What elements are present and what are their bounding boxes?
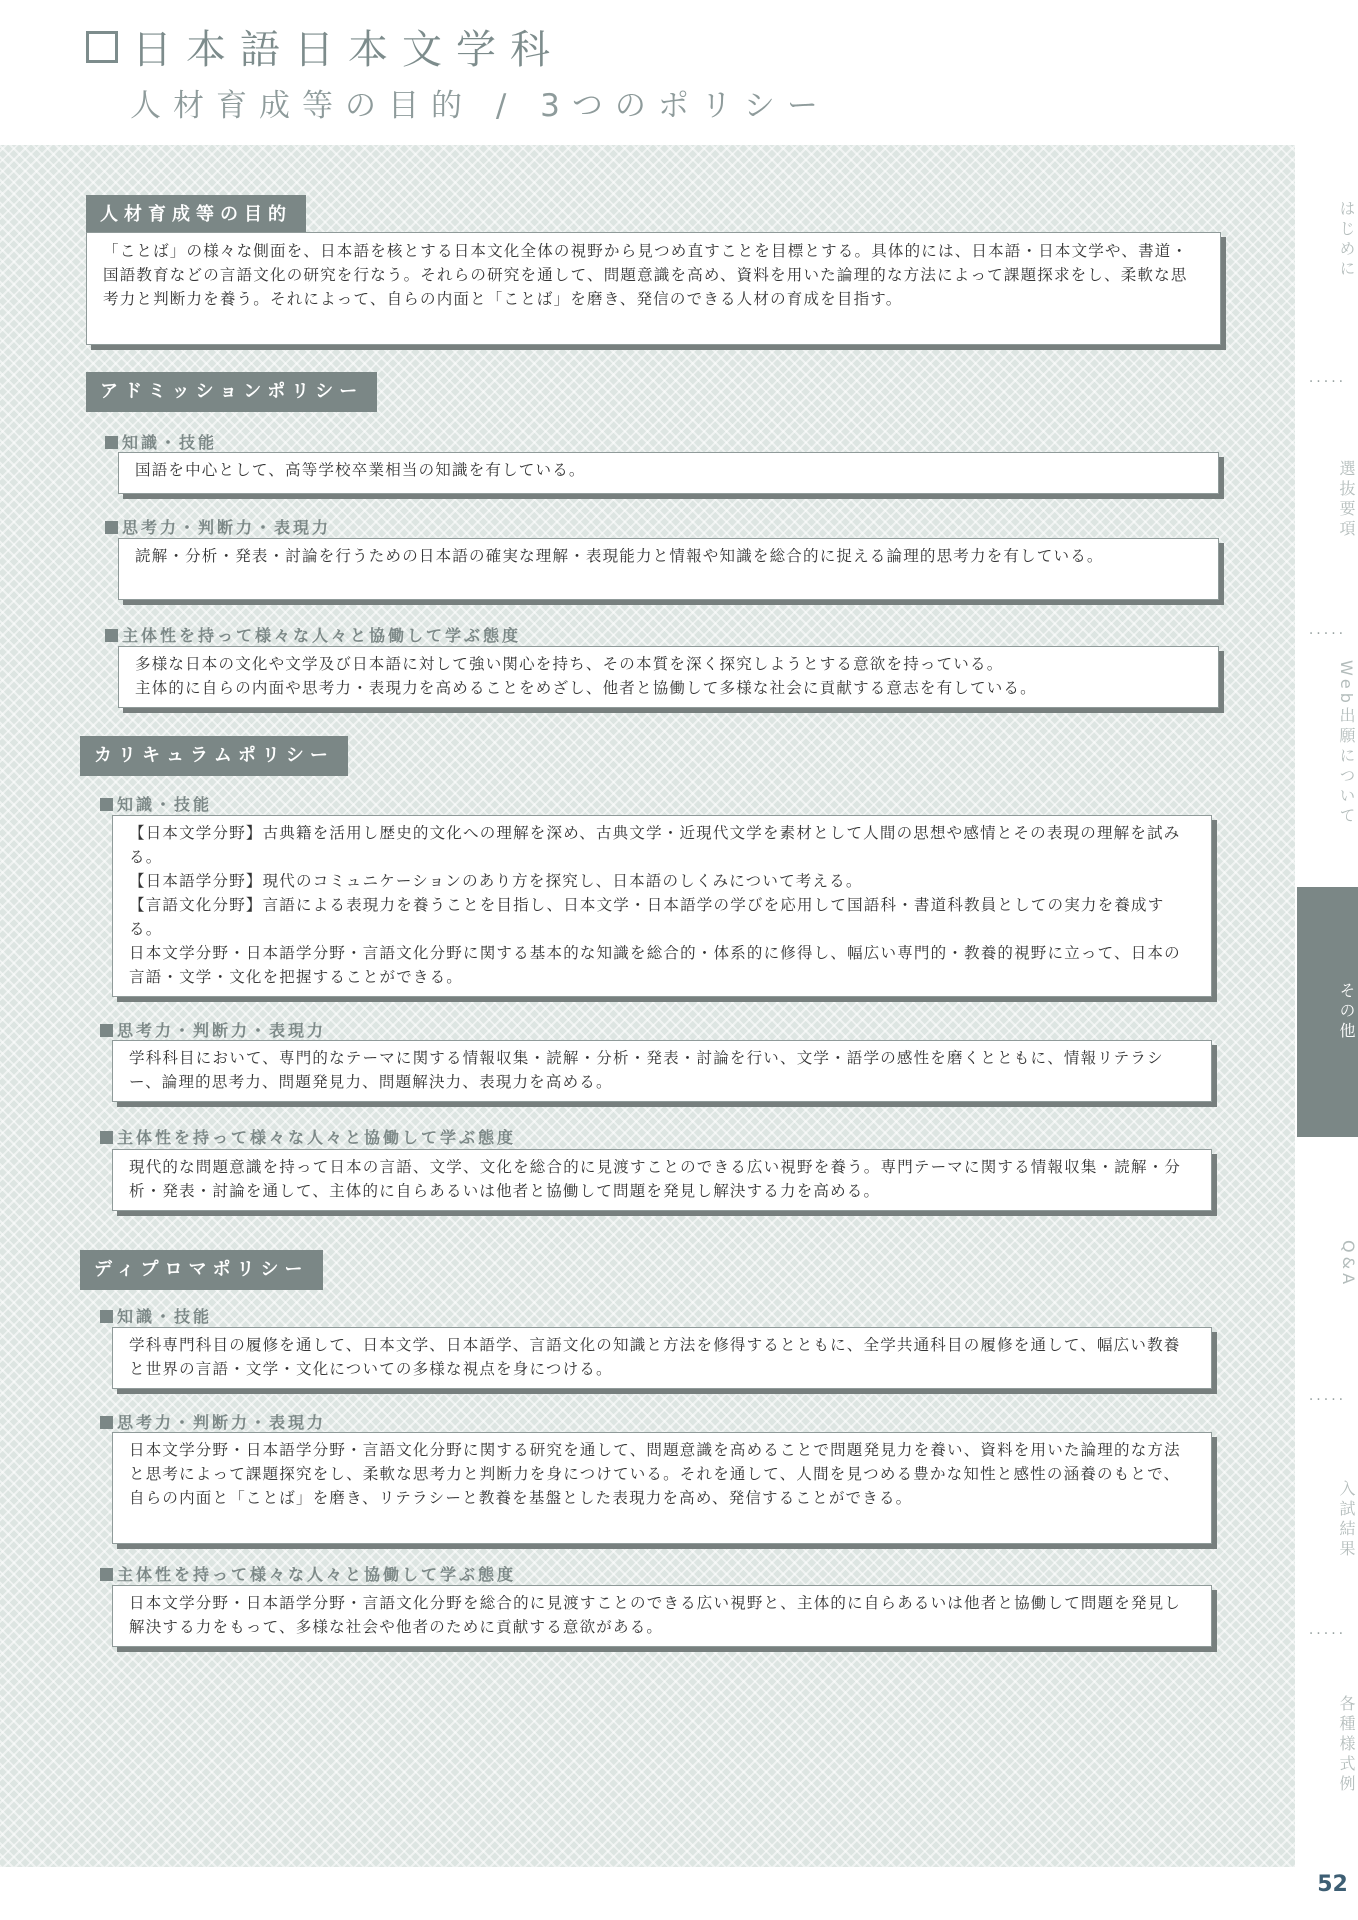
sidebar-item-label: 各種様式例 (1337, 1695, 1356, 1795)
text-line: 学科科目において、専門的なテーマに関する情報収集・読解・分析・発表・討論を行い、文学・語学の感性を磨くとともに、情報リテラシー、論理的思考力、問題発見力、問題解決力、表現力を高める。 (129, 1049, 1164, 1091)
square-bullet-icon (105, 436, 118, 449)
diploma-thinking-label: 思考力・判断力・表現力 (100, 1410, 326, 1433)
text-line: 多様な日本の文化や文学及び日本語に対して強い関心を持ち、その本質を深く探究しようとする意欲を持っている。 (135, 655, 1004, 673)
sidebar-item-label: Q&A (1339, 1240, 1358, 1289)
page-subtitle: 人材育成等の目的 / 3つのポリシー (130, 88, 830, 124)
diploma-thinking-box (112, 1432, 1212, 1544)
diploma-attitude-box (112, 1585, 1212, 1647)
diploma-knowledge-label: 知識・技能 (100, 1304, 212, 1327)
page-title-text: 日本語日本文学科 (132, 27, 564, 73)
admission-attitude-label: 主体性を持って様々な人々と協働して学ぶ態度 (105, 623, 521, 646)
curriculum-thinking-label: 思考力・判断力・表現力 (100, 1018, 326, 1041)
sidebar-item-label: 入試結果 (1337, 1480, 1356, 1560)
sidebar-item-label: Web出願について (1337, 660, 1356, 827)
square-bullet-icon (100, 1310, 113, 1323)
text-line: 国語を中心として、高等学校卒業相当の知識を有している。 (135, 461, 586, 479)
sidebar-item-qa[interactable] (1297, 1240, 1358, 1370)
diploma-attitude-label: 主体性を持って様々な人々と協働して学ぶ態度 (100, 1562, 516, 1585)
text-line: 日本文学分野・日本語学分野・言語文化分野に関する研究を通して、問題意識を高めることで問題発見力を養い、資料を用いた論理的な方法と思考によって課題探究をし、柔軟な思考力と判断力を身につけている。それを通して、人間を見つめる豊かな知性と感性の涵養のもとで、自らの内面と「ことば」を磨き、リテラシーと教養を基盤とした表現力を高め、発信することができる。 (129, 1441, 1181, 1507)
sidebar-item-label: はじめに (1337, 200, 1356, 280)
diploma-heading: ディプロマポリシー (80, 1250, 323, 1290)
square-bullet-icon (100, 1568, 113, 1581)
curriculum-attitude-label: 主体性を持って様々な人々と協働して学ぶ態度 (100, 1125, 516, 1148)
dotted-divider: ····· (1308, 1392, 1347, 1408)
text-line: 【日本文学分野】古典籍を活用し歴史的文化への理解を深め、古典文学・近現代文学を素材として人間の思想や感情とその表現の理解を試みる。 (129, 824, 1181, 866)
text-line: 学科専門科目の履修を通して、日本文学、日本語学、言語文化の知識と方法を修得するとともに、全学共通科目の履修を通して、幅広い教養と世界の言語・文学・文化についての多様な視点を身につける。 (129, 1336, 1181, 1378)
curriculum-knowledge-box (112, 815, 1212, 997)
text-line: 読解・分析・発表・討論を行うための日本語の確実な理解・表現能力と情報や知識を総合的に捉える論理的思考力を有している。 (135, 547, 1104, 565)
purpose-heading: 人材育成等の目的 (86, 195, 306, 235)
sidebar-item-other[interactable] (1297, 887, 1358, 1137)
curriculum-thinking-box (112, 1040, 1212, 1102)
admission-heading: アドミッションポリシー (86, 372, 377, 412)
admission-thinking-box (118, 538, 1219, 600)
sidebar-item-intro[interactable] (1297, 200, 1358, 330)
sidebar-item-results[interactable] (1297, 1480, 1358, 1610)
purpose-text: 「ことば」の様々な側面を、日本語を核とする日本文化全体の視野から見つめ直すことを目標とする。具体的には、日本語・日本文学や、書道・国語教育などの言語文化の研究を行なう。それらの研究を通して、問題意識を高め、資料を用いた論理的な方法によって課題探求をし、柔軟な思考力と判断力を養う。それによって、自らの内面と「ことば」を磨き、発信のできる人材の育成を目指す。 (103, 242, 1189, 308)
sidebar-item-forms[interactable] (1297, 1695, 1358, 1845)
sidebar-item-label: 選抜要項 (1337, 460, 1356, 540)
sidebar-item-guidelines[interactable] (1297, 460, 1358, 620)
square-icon (86, 31, 118, 63)
purpose-box (86, 232, 1221, 345)
text-line: 主体的に自らの内面や思考力・表現力を高めることをめざし、他者と協働して多様な社会に貢献する意志を有している。 (135, 679, 1037, 697)
square-bullet-icon (105, 629, 118, 642)
diploma-knowledge-box (112, 1327, 1212, 1389)
curriculum-attitude-box (112, 1149, 1212, 1211)
content-area (0, 145, 1295, 1867)
dotted-divider: ····· (1308, 626, 1347, 642)
page-title (86, 18, 564, 75)
square-bullet-icon (100, 798, 113, 811)
admission-knowledge-box (118, 452, 1219, 494)
sidebar-item-label: その他 (1337, 982, 1356, 1042)
square-bullet-icon (100, 1024, 113, 1037)
curriculum-knowledge-label: 知識・技能 (100, 792, 212, 815)
square-bullet-icon (100, 1416, 113, 1429)
page-number: 52 (1317, 1872, 1348, 1897)
text-line: 現代的な問題意識を持って日本の言語、文学、文化を総合的に見渡すことのできる広い視野を養う。専門テーマに関する情報収集・読解・分析・発表・討論を通して、主体的に自らあるいは他者と協働して問題を発見し解決する力を高める。 (129, 1158, 1182, 1200)
square-bullet-icon (105, 521, 118, 534)
text-line: 日本文学分野・日本語学分野・言語文化分野に関する基本的な知識を総合的・体系的に修得し、幅広い専門的・教養的視野に立って、日本の言語・文学・文化を把握することができる。 (129, 944, 1181, 986)
admission-attitude-box (118, 646, 1219, 708)
dotted-divider: ····· (1308, 374, 1347, 390)
text-line: 【日本語学分野】現代のコミュニケーションのあり方を探究し、日本語のしくみについて考える。 (129, 872, 863, 890)
page-header (0, 0, 1295, 145)
text-line: 日本文学分野・日本語学分野・言語文化分野を総合的に見渡すことのできる広い視野と、主体的に自らあるいは他者と協働して問題を発見し解決する力をもって、多様な社会や他者のために貢献する意欲がある。 (129, 1594, 1182, 1636)
text-line: 【言語文化分野】言語による表現力を養うことを目指し、日本文学・日本語学の学びを応用して国語科・書道科教員としての実力を養成する。 (129, 896, 1165, 938)
dotted-divider: ····· (1308, 1626, 1347, 1642)
square-bullet-icon (100, 1131, 113, 1144)
admission-thinking-label: 思考力・判断力・表現力 (105, 515, 331, 538)
sidebar-item-web-application[interactable] (1297, 660, 1358, 860)
curriculum-heading: カリキュラムポリシー (80, 736, 348, 776)
sidebar-nav (1297, 145, 1358, 1867)
admission-knowledge-label: 知識・技能 (105, 430, 217, 453)
